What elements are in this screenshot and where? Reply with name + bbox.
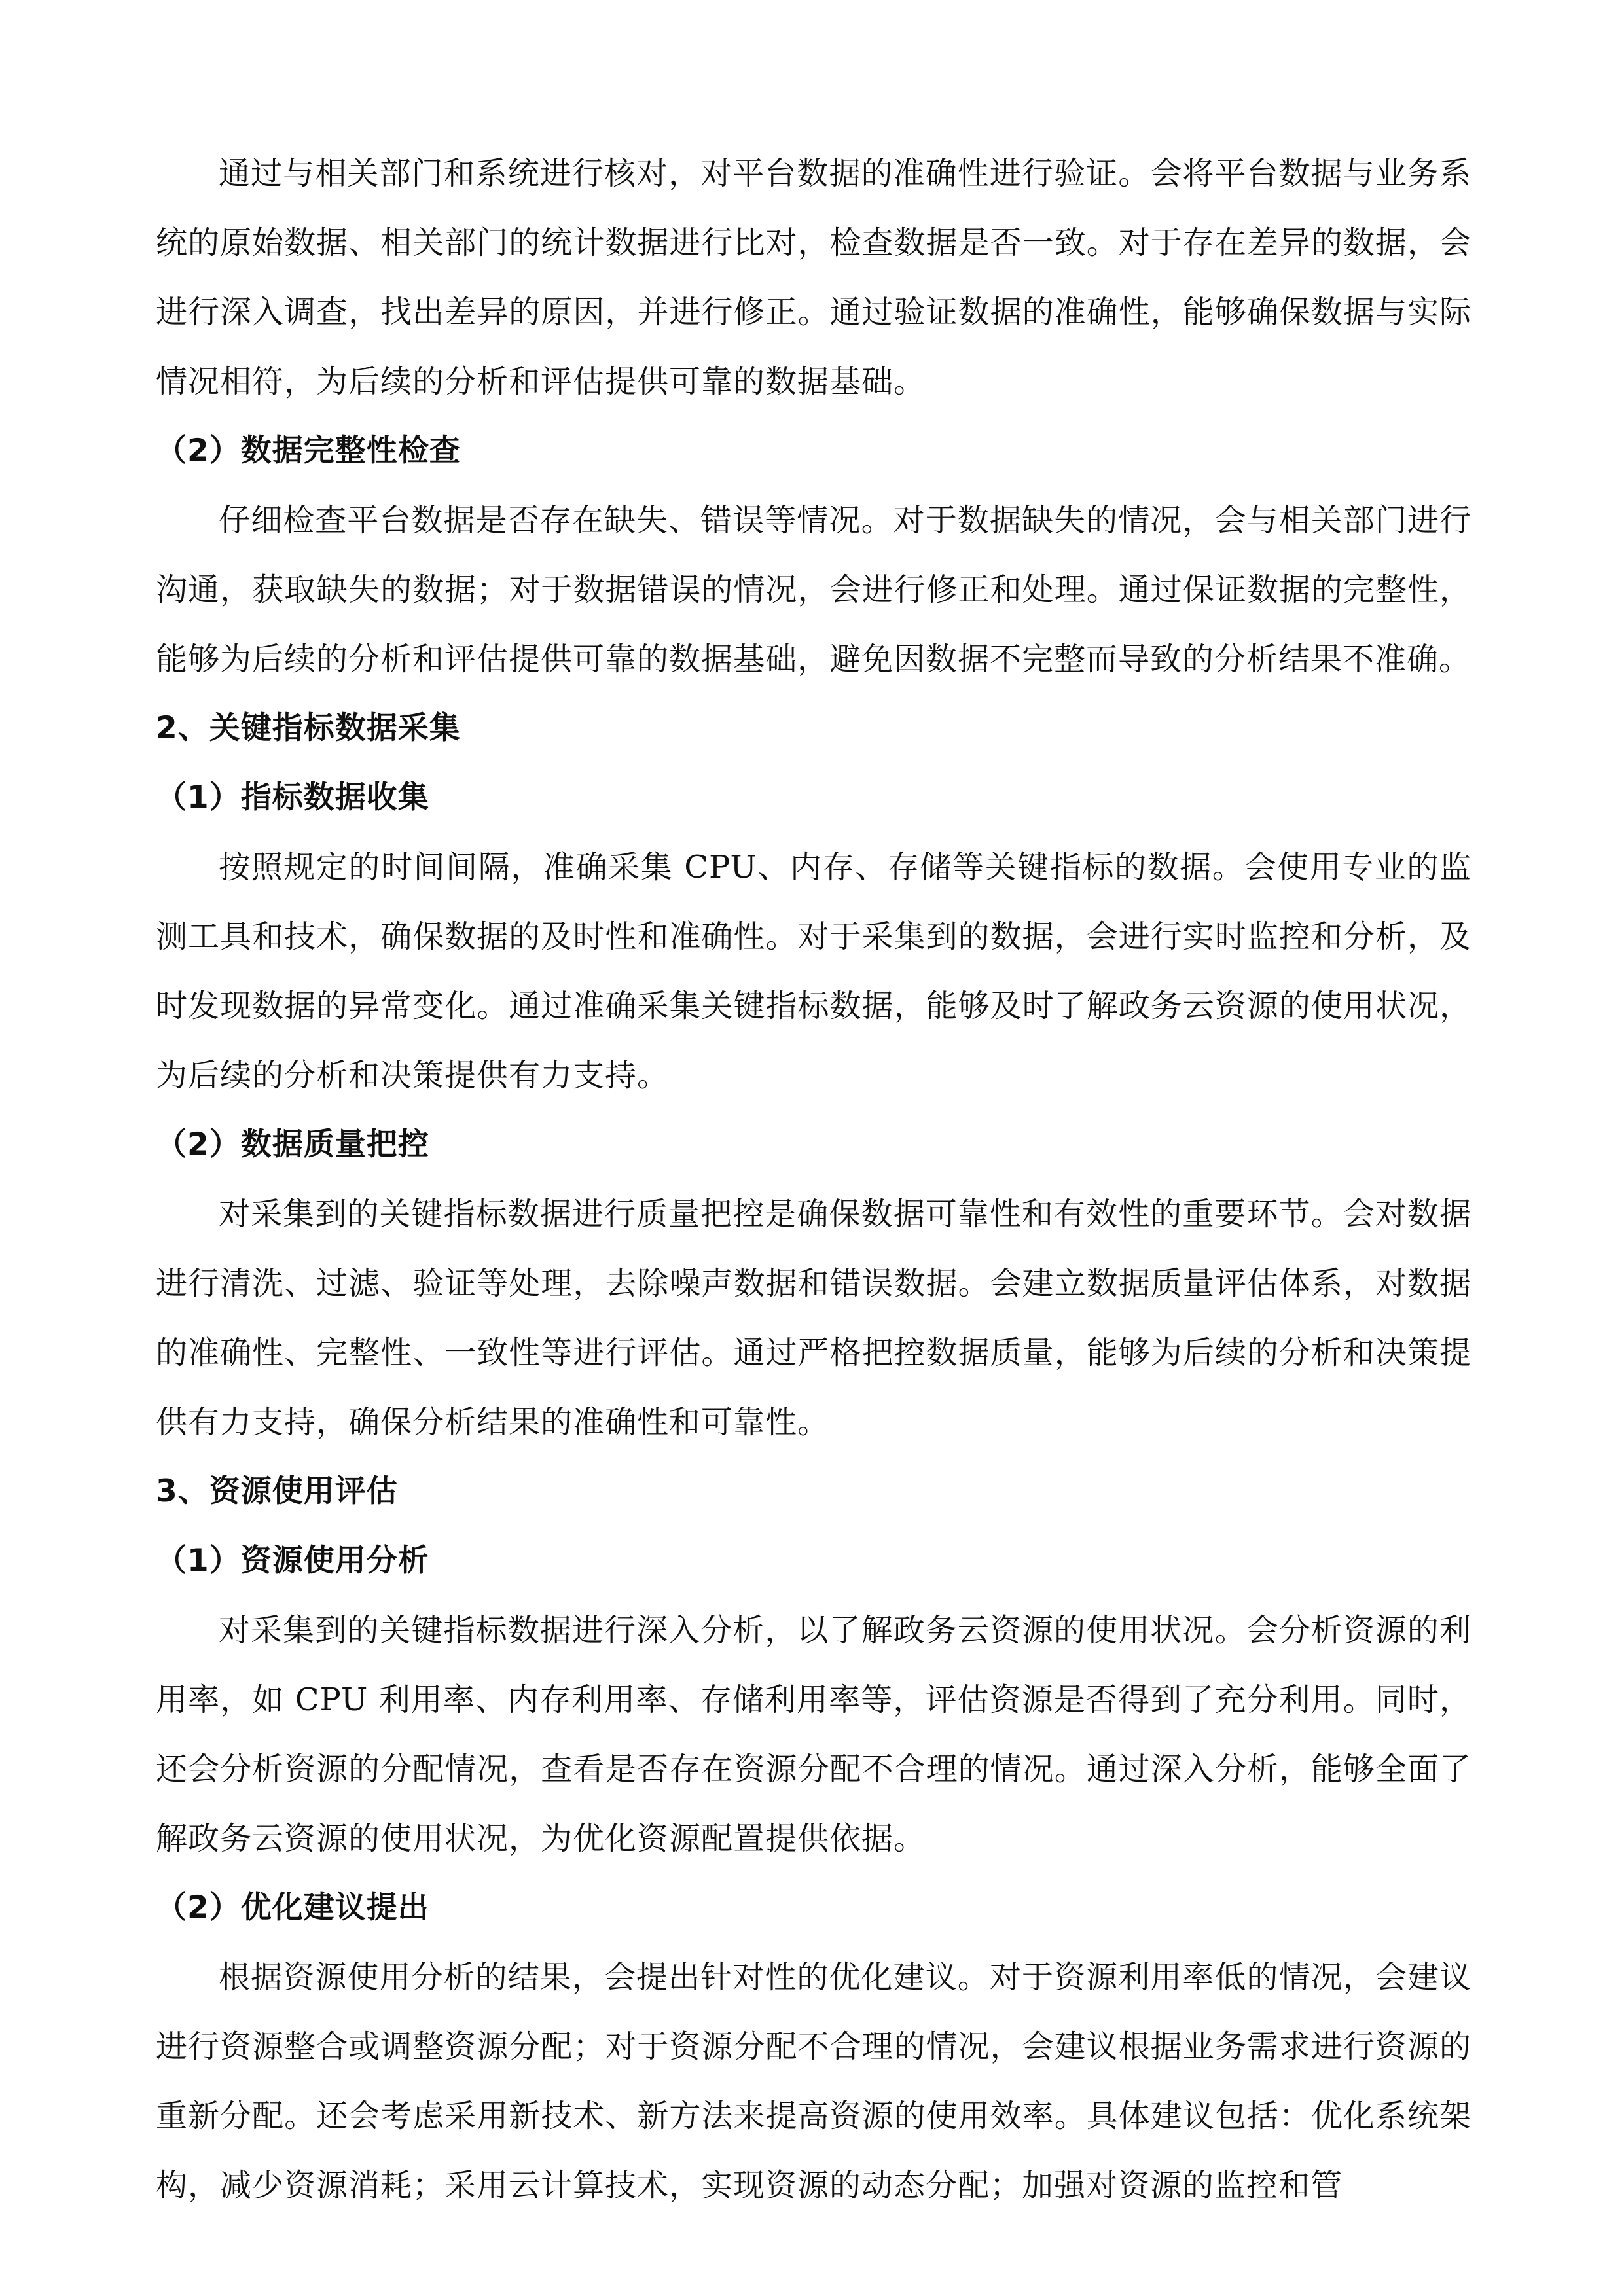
subheading-resource-usage-analysis: （1）资源使用分析: [156, 1543, 429, 1579]
paragraph-data-completeness: 仔细检查平台数据是否存在缺失、错误等情况。对于数据缺失的情况，会与相关部门进行沟通，获取缺失的数据；对于数据错误的情况，会进行修正和处理。通过保证数据的完整性，能够为后续的分析和评估提供可靠的数据基础，避免因数据不完整而导致的分析结果不准确。: [156, 502, 1471, 677]
paragraph-metric-collection: 按照规定的时间间隔，准确采集 CPU、内存、存储等关键指标的数据。会使用专业的监测工具和技术，确保数据的及时性和准确性。对于采集到的数据，会进行实时监控和分析，及时发现数据的异常变化。通过准确采集关键指标数据，能够及时了解政务云资源的使用状况，为后续的分析和决策提供有力支持。: [156, 849, 1471, 1094]
paragraph-resource-usage-analysis: 对采集到的关键指标数据进行深入分析，以了解政务云资源的使用状况。会分析资源的利用率，如 CPU 利用率、内存利用率、存储利用率等，评估资源是否得到了充分利用。同时，还会分析资源的分配情况，查看是否存在资源分配不合理的情况。通过深入分析，能够全面了解政务云资源的使用状况，为优化资源配置提供依据。: [156, 1612, 1471, 1857]
heading-key-metrics-collection: 2、关键指标数据采集: [156, 710, 461, 746]
subheading-optimization-suggestions: （2）优化建议提出: [156, 1890, 429, 1926]
heading-resource-usage-evaluation: 3、资源使用评估: [156, 1473, 398, 1509]
paragraph-data-verification: 通过与相关部门和系统进行核对，对平台数据的准确性进行验证。会将平台数据与业务系统的原始数据、相关部门的统计数据进行比对，检查数据是否一致。对于存在差异的数据，会进行深入调查，找出差异的原因，并进行修正。通过验证数据的准确性，能够确保数据与实际情况相符，为后续的分析和评估提供可靠的数据基础。: [156, 155, 1471, 400]
subheading-metric-collection: （1）指标数据收集: [156, 780, 429, 816]
subheading-data-quality: （2）数据质量把控: [156, 1126, 429, 1162]
document-body: [156, 139, 1471, 2220]
paragraph-optimization-suggestions: 根据资源使用分析的结果，会提出针对性的优化建议。对于资源利用率低的情况，会建议进行资源整合或调整资源分配；对于资源分配不合理的情况，会建议根据业务需求进行资源的重新分配。还会考虑采用新技术、新方法来提高资源的使用效率。具体建议包括：优化系统架构，减少资源消耗；采用云计算技术，实现资源的动态分配；加强对资源的监控和管: [156, 1959, 1471, 2204]
subheading-data-completeness: （2）数据完整性检查: [156, 433, 461, 469]
paragraph-data-quality: 对采集到的关键指标数据进行质量把控是确保数据可靠性和有效性的重要环节。会对数据进行清洗、过滤、验证等处理，去除噪声数据和错误数据。会建立数据质量评估体系，对数据的准确性、完整性、一致性等进行评估。通过严格把控数据质量，能够为后续的分析和决策提供有力支持，确保分析结果的准确性和可靠性。: [156, 1196, 1471, 1441]
